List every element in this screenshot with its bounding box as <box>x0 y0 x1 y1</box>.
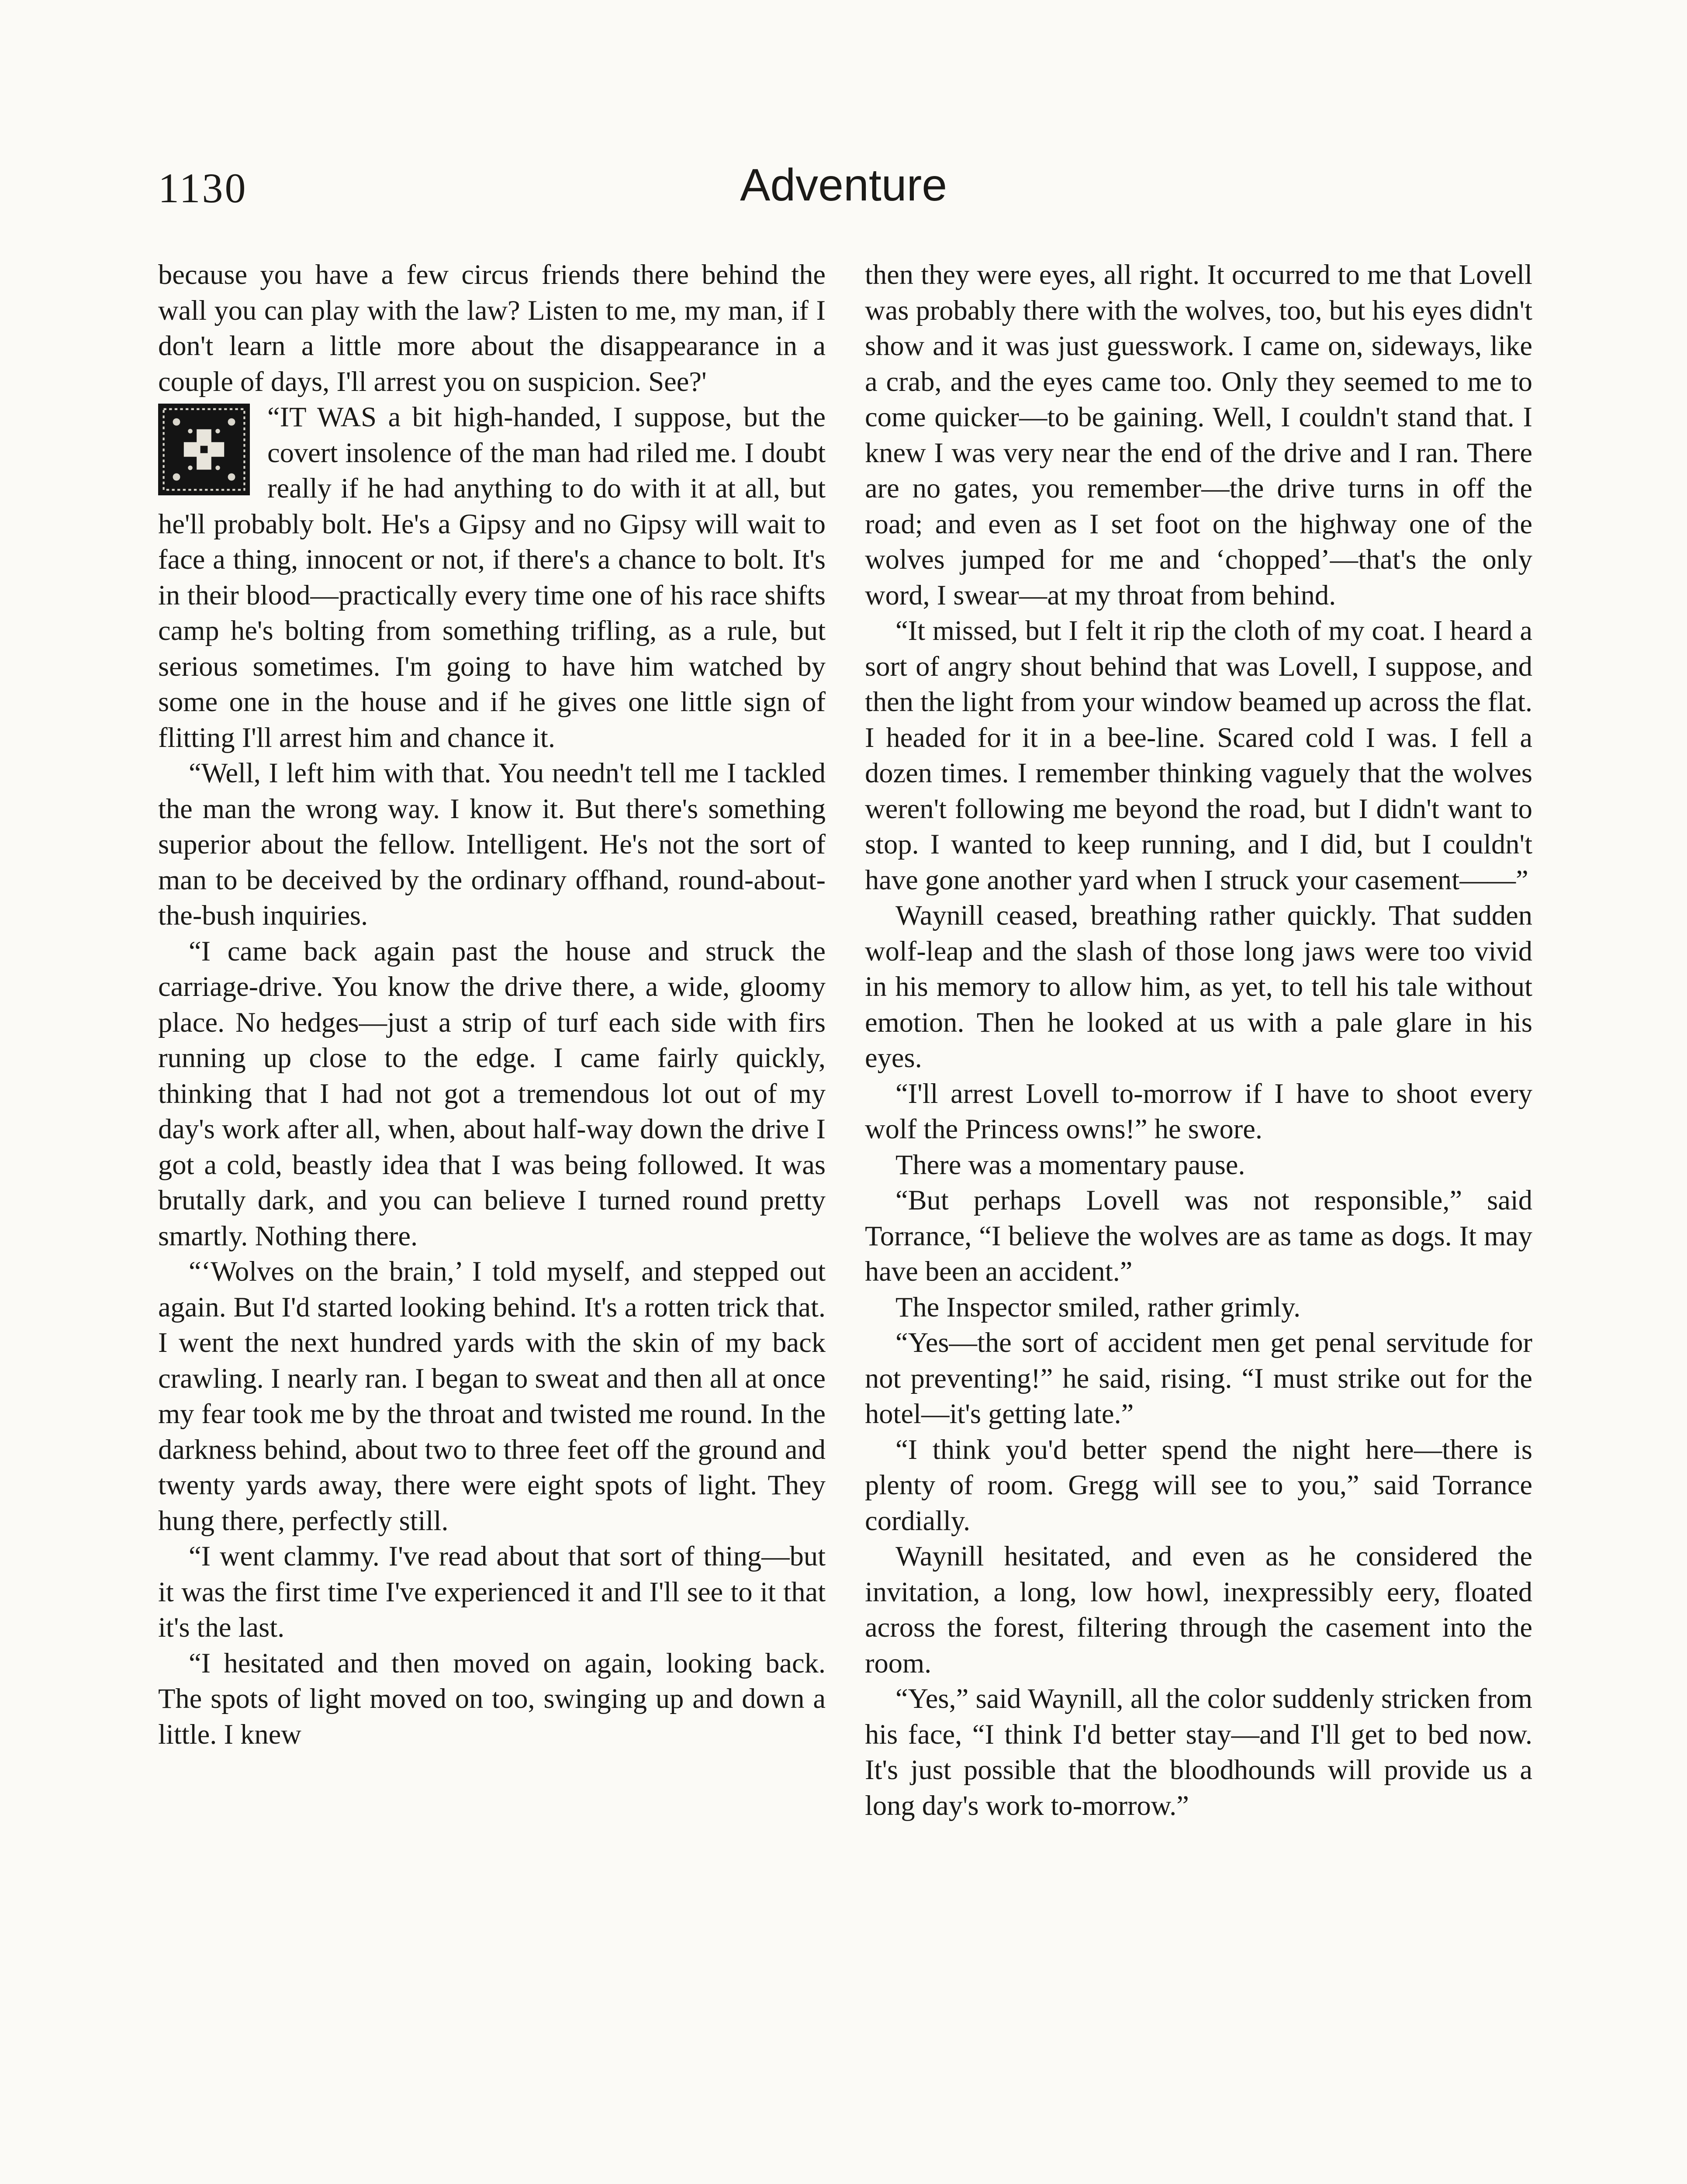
page-number: 1130 <box>158 165 248 211</box>
paragraph: “But perhaps Lovell was not responsible,” said Torrance, “I believe the wolves are as tame as dogs. It may have been an accident.” <box>865 1185 1532 1287</box>
paragraph: “I'll arrest Lovell to-morrow if I have to shoot every wolf the Princess owns!” he swore. <box>865 1078 1532 1144</box>
paragraph: Waynill hesitated, and even as he considered the invitation, a long, low howl, inexpressibly eery, floated across the forest, filtering through the casement into the room. <box>865 1541 1532 1679</box>
magazine-title: Adventure <box>740 160 947 211</box>
paragraph: “Well, I left him with that. You needn't tell me I tackled the man the wrong way. I know it. But there's something superior about the fellow. Intelligent. He's not the sort of man to be deceived by the ordinary offhand, round-about-the-bush inquiries. <box>158 757 826 931</box>
paragraph: “I hesitated and then moved on again, looking back. The spots of light moved on too, swinging up and down a little. I knew <box>158 1647 826 1750</box>
paragraph: then they were eyes, all right. It occurred to me that Lovell was probably there with the wolves, too, but his eyes didn't show and it was just guesswork. I came on, sideways, like a crab, and the eyes came too. Only they seemed to me to come quicker—to be gaining. Well, I couldn't stand that. I knew I was very near the end of the drive and I ran. There are no gates, you remember—the drive turns in off the road; and even as I set foot on the highway one of the wolves jumped for me and ‘chopped’—that's the only word, I swear—at my throat from behind. <box>865 259 1532 611</box>
right-column <box>865 257 1532 1823</box>
left-column <box>158 257 826 1752</box>
paragraph: “Yes,” said Waynill, all the color suddenly stricken from his face, “I think I'd better stay—and I'll get to bed now. It's just possible that the bloodhounds will provide us a long day's work to-morrow.” <box>865 1683 1532 1821</box>
paragraph: because you have a few circus friends there behind the wall you can play with the law? Listen to me, my man, if I don't learn a little more about the disappearance in a couple of days, I'll arrest you on suspicion. See?' <box>158 259 826 397</box>
paragraph: “It missed, but I felt it rip the cloth of my coat. I heard a sort of angry shout behind that was Lovell, I suppose, and then the light from your window beamed up across the flat. I headed for it in a bee-line. Scared cold I was. I fell a dozen times. I remember thinking vaguely that the wolves weren't following me beyond the road, but I didn't want to stop. I wanted to keep running, and I did, but I couldn't have gone another yard when I struck your casement——” <box>865 615 1532 895</box>
paragraph: Waynill ceased, breathing rather quickly. That sudden wolf-leap and the slash of those long jaws were too vivid in his memory to allow him, as yet, to tell his tale without emotion. Then he looked at us with a pale glare in his eyes. <box>865 900 1532 1073</box>
paragraph: “IT WAS a bit high-handed, I suppose, but the covert insolence of the man had riled me. I doubt really if he had anything to do with it at all, but he'll probably bolt. He's a Gipsy and no Gipsy will wait to face a thing, innocent or not, if there's a chance to bolt. It's in their blood—practically every time one of his race shifts camp he's bolting from something trifling, as a rule, but serious sometimes. I'm going to have him watched by some one in the house and if he gives one little sign of flitting I'll arrest him and chance it. <box>158 401 826 753</box>
paragraph: “I think you'd better spend the night here—there is plenty of room. Gregg will see to you,” said Torrance cordially. <box>865 1434 1532 1536</box>
paragraph: There was a momentary pause. <box>895 1149 1245 1180</box>
paragraph: “Yes—the sort of accident men get penal servitude for not preventing!” he said, rising. “I must strike out for the hotel—it's getting late.” <box>865 1327 1532 1429</box>
paragraph: “I went clammy. I've read about that sort of thing—but it was the first time I've experienced it and I'll see to it that it's the last. <box>158 1541 826 1643</box>
paragraph: “‘Wolves on the brain,’ I told myself, and stepped out again. But I'd started looking behind. It's a rotten trick that. I went the next hundred yards with the skin of my back crawling. I nearly ran. I began to sweat and then all at once my fear took me by the throat and twisted me round. In the darkness behind, about two to three feet off the ground and twenty yards away, there were eight spots of light. They hung there, perfectly still. <box>158 1256 826 1536</box>
paragraph: “I came back again past the house and struck the carriage-drive. You know the drive there, a wide, gloomy place. No hedges—just a strip of turf each side with firs running up close to the edge. I came fairly quickly, thinking that I had not got a tremendous lot out of my day's work after all, when, about half-way down the drive I got a cold, beastly idea that I was being followed. It was brutally dark, and you can believe I turned round pretty smartly. Nothing there. <box>158 935 826 1251</box>
ornamental-initial-icon <box>158 404 250 495</box>
paragraph: The Inspector smiled, rather grimly. <box>895 1291 1301 1323</box>
